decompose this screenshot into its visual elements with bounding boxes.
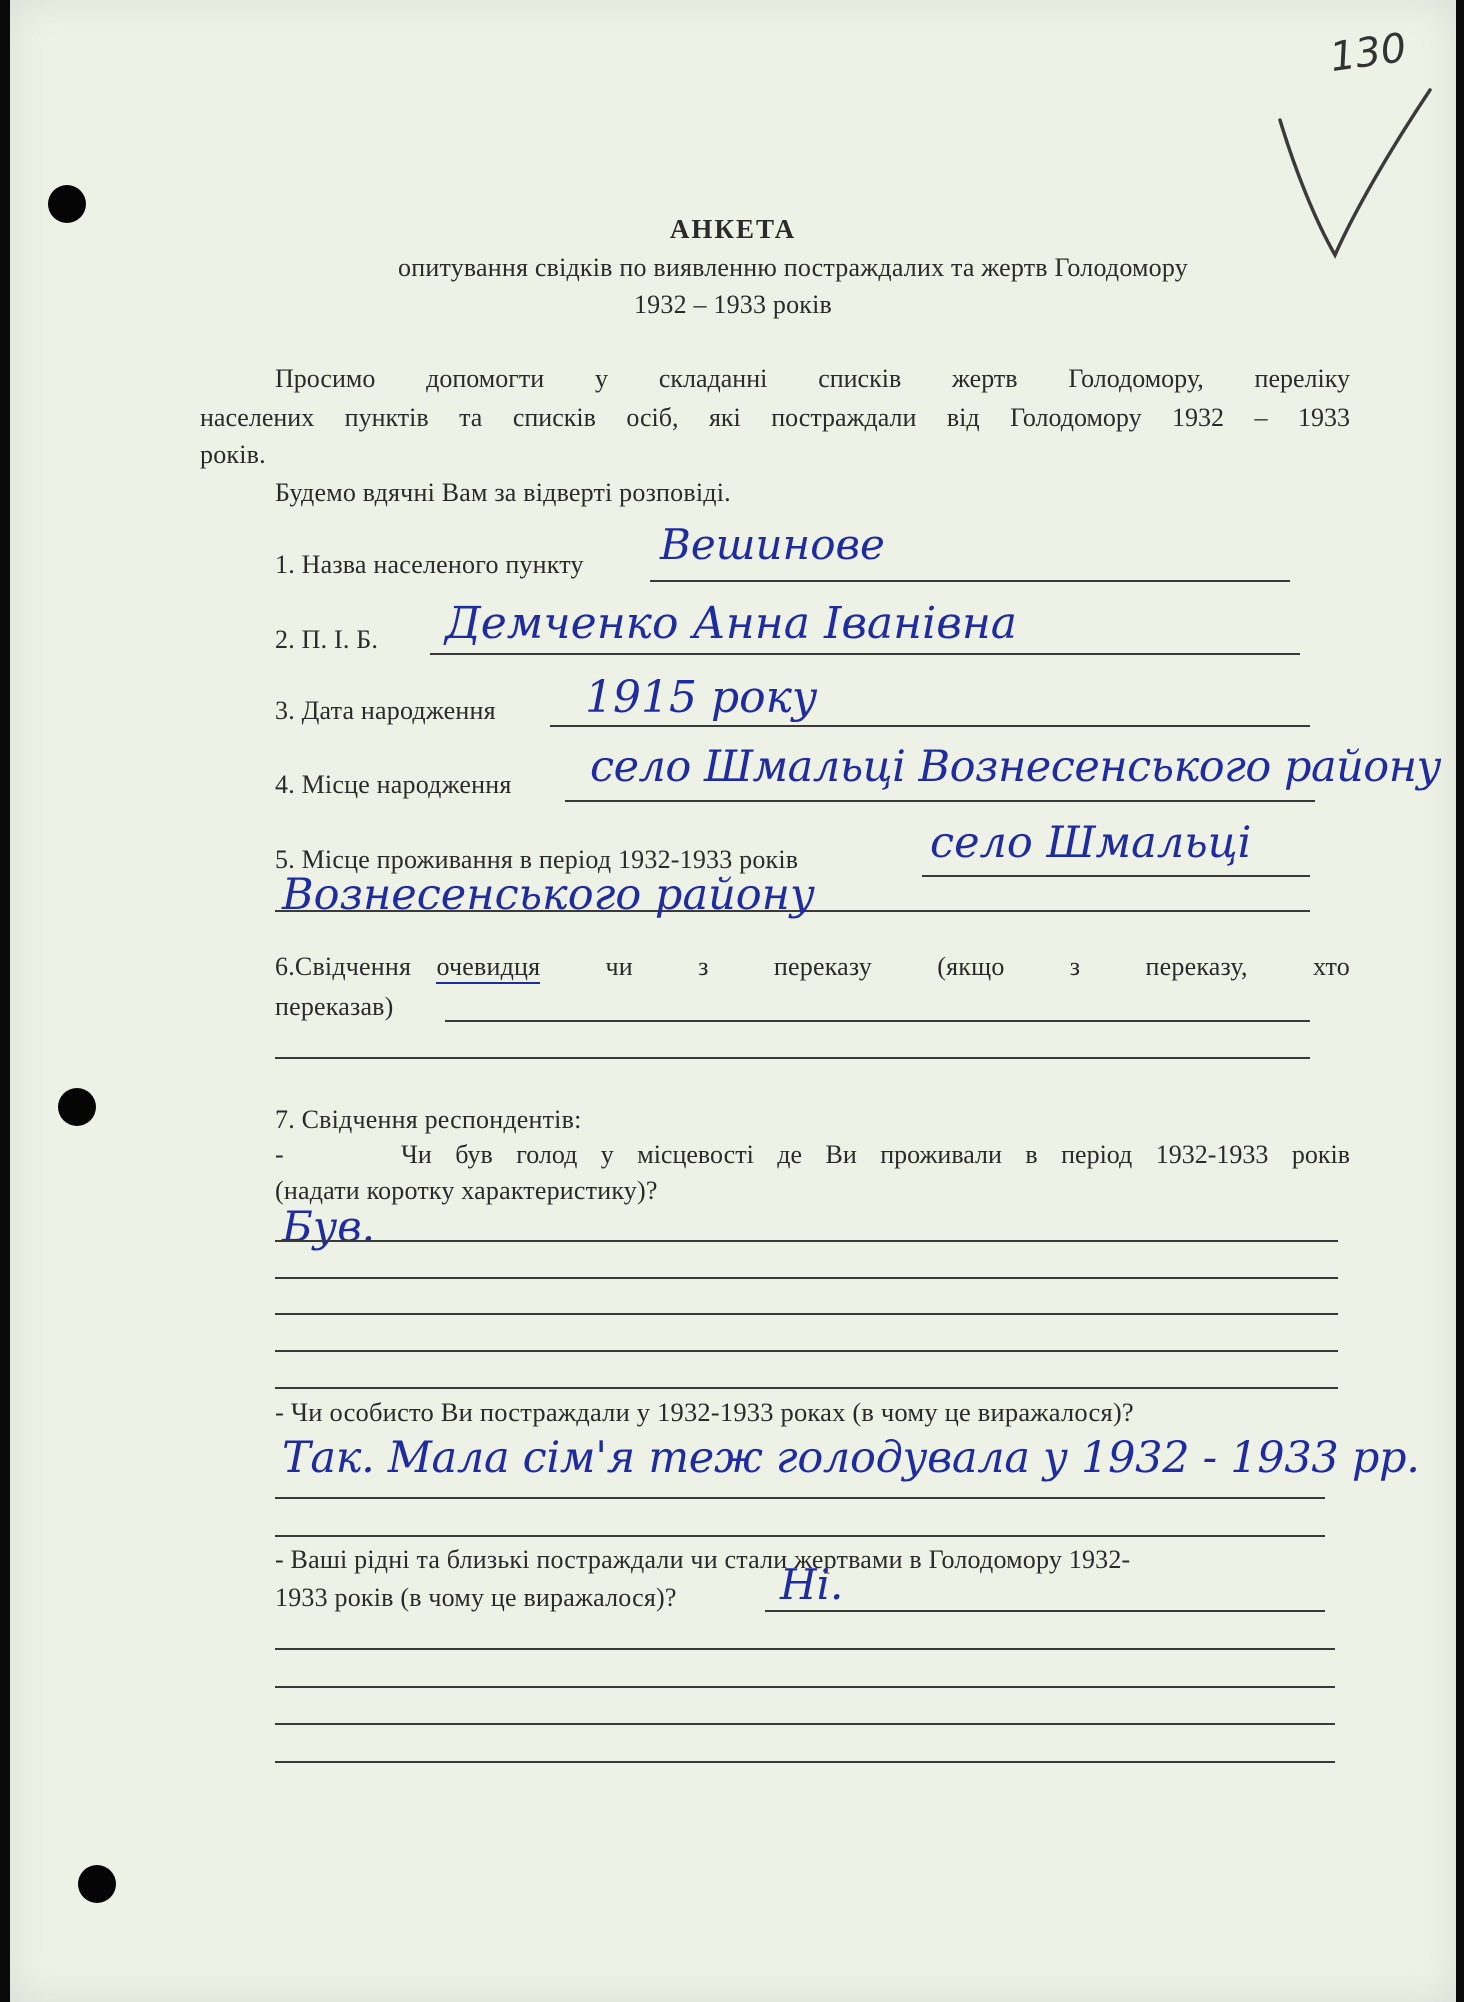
document-years: 1932 – 1933 років	[633, 290, 833, 319]
document-title: АНКЕТА	[669, 214, 797, 244]
if-word: (якщо	[937, 952, 1005, 981]
or-word: чи	[605, 952, 633, 981]
relatives-question-line-2: 1933 років (в чому це виражалося)?	[275, 1583, 677, 1612]
retelling-word: переказу	[773, 952, 873, 981]
relatives-answer-line-3	[275, 1686, 1335, 1688]
famine-answer-line-3	[275, 1313, 1338, 1315]
famine-answer: Був.	[282, 1202, 376, 1251]
settlement-value: Вешинове	[660, 520, 885, 569]
document-subtitle: опитування свідків по виявленню постраждалих та жертв Голодомору	[398, 253, 1188, 282]
settlement-label: 1. Назва населеного пункту	[275, 550, 584, 579]
intro-line-3: років.	[200, 440, 266, 469]
full-name-value: Демченко Анна Іванівна	[445, 598, 1018, 649]
personal-suffering-answer: Так. Мала сім'я теж голодувала у 1932 - 1933 рр.	[282, 1433, 1420, 1483]
retold-label: переказав)	[275, 992, 394, 1021]
birth-date-value: 1915 року	[585, 672, 818, 723]
full-name-line	[430, 653, 1300, 655]
birth-place-value: село Шмальці Вознесенського району	[590, 742, 1441, 792]
relatives-answer-line-4	[275, 1723, 1335, 1725]
thanks-text: Будемо вдячні Вам за відверті розповіді.	[275, 478, 731, 507]
sheet-number: 130	[1327, 24, 1410, 82]
relatives-answer: Ні.	[780, 1560, 844, 1609]
retold-line-2	[275, 1057, 1310, 1059]
punch-hole-bottom	[78, 1865, 116, 1903]
residence-label: 5. Місце проживання в період 1932-1933 років	[275, 845, 799, 874]
settlement-line	[650, 580, 1290, 582]
birth-place-line	[565, 800, 1315, 802]
famine-question-line-1: - Чи був голод у місцевості де Ви проживали в період 1932-1933 років	[275, 1140, 1350, 1169]
intro-line-2: населених пунктів та списків осіб, які постраждали від Голодомору 1932 – 1933	[200, 403, 1350, 432]
section7-heading: 7. Свідчення респондентів:	[275, 1105, 582, 1134]
testimony-word: 6.Свідчення	[275, 952, 412, 981]
relatives-answer-line-2	[275, 1648, 1335, 1650]
eyewitness-word: очевидця	[436, 952, 540, 984]
retold-line-1	[445, 1020, 1310, 1022]
from-word: з	[698, 952, 709, 981]
birth-date-line	[550, 725, 1310, 727]
birth-place-label: 4. Місце народження	[275, 770, 512, 799]
famine-question-line-2: (надати коротку характеристику)?	[275, 1176, 658, 1205]
birth-date-label: 3. Дата народження	[275, 696, 496, 725]
retelling-word-2: переказу,	[1145, 952, 1248, 981]
testimony-type-row	[275, 952, 1350, 984]
residence-value-2: Вознесенського району	[282, 870, 815, 920]
punch-hole-middle	[58, 1088, 96, 1126]
who-word: хто	[1312, 952, 1350, 981]
famine-answer-line-1	[275, 1240, 1338, 1242]
famine-answer-line-5	[275, 1387, 1338, 1389]
famine-answer-line-2	[275, 1277, 1338, 1279]
relatives-answer-line-5	[275, 1761, 1335, 1763]
relatives-answer-line-1	[765, 1610, 1325, 1612]
personal-answer-line-1	[275, 1497, 1325, 1499]
from-word-2: з	[1069, 952, 1081, 981]
questionnaire-page	[10, 0, 1456, 2002]
relatives-question-line-1: - Ваші рідні та близькі постраждали чи стали жертвами в Голодомору 1932-	[275, 1545, 1131, 1574]
personal-answer-line-2	[275, 1535, 1325, 1537]
personal-suffering-question: - Чи особисто Ви постраждали у 1932-1933 роках (в чому це виражалося)?	[275, 1397, 1134, 1427]
famine-answer-line-4	[275, 1350, 1338, 1352]
intro-line-1: Просимо допомогти у складанні списків жертв Голодомору, переліку	[275, 364, 1350, 393]
full-name-label: 2. П. І. Б.	[275, 625, 379, 654]
residence-value-1: село Шмальці	[930, 818, 1252, 868]
residence-line-1	[922, 875, 1310, 877]
